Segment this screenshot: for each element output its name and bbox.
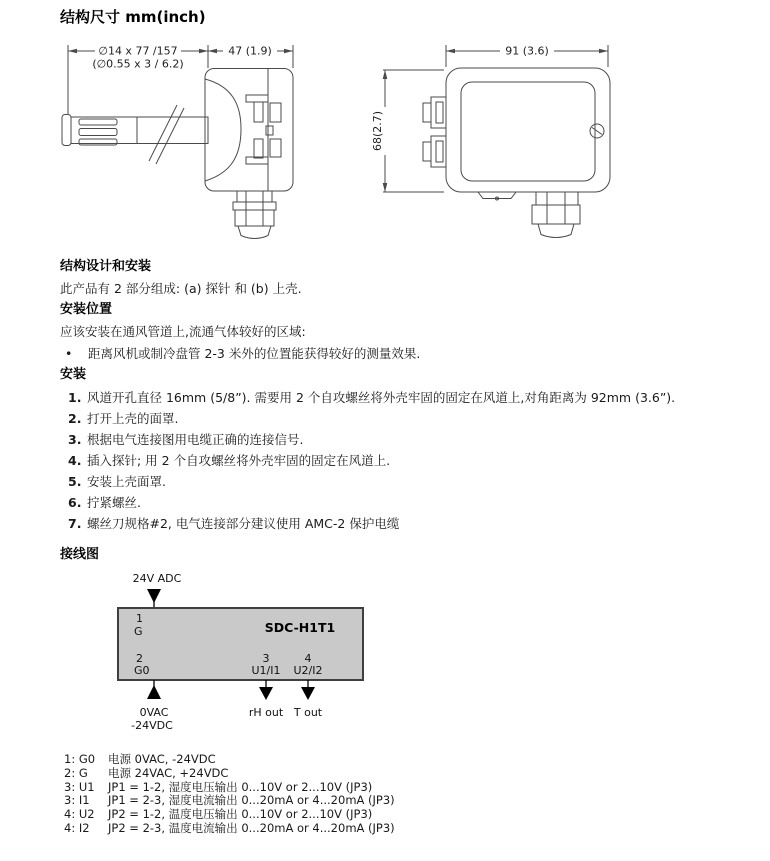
section-heading-wiring: 接线图 <box>60 547 100 562</box>
bottom-tab <box>478 192 516 200</box>
step-number: 5. <box>68 474 82 489</box>
housing-front-drawing <box>446 68 610 192</box>
terminal-code: 2: G <box>64 765 88 780</box>
terminal-row <box>64 781 395 795</box>
cable-gland-front <box>532 192 580 238</box>
location-bullet-item <box>60 344 722 363</box>
terminal-code: 4: I2 <box>64 820 90 835</box>
power-input-label: 24V ADC <box>132 572 182 585</box>
cable-gland-side <box>233 191 276 239</box>
step-text: 插入探针; 用 2 个自攻螺丝将外壳牢固的固定在风道上. <box>87 453 391 468</box>
location-intro: 应该安装在通风管道上,流通气体较好的区域: <box>60 324 306 339</box>
section-heading-location: 安装位置 <box>60 302 113 317</box>
terminal-desc: JP2 = 2-3, 温度电流输出 0...20mA or 4...20mA (JP3) <box>108 820 395 835</box>
probe-drawing <box>62 115 208 146</box>
terminal-row <box>64 794 395 808</box>
housing-depth-dim-label: 47 (1.9) <box>228 44 272 58</box>
cover-screw-icon <box>590 124 604 138</box>
install-steps-list <box>60 387 722 534</box>
terminal-code: 3: U1 <box>64 779 95 794</box>
terminal-row <box>64 822 395 836</box>
step-text: 安装上壳面罩. <box>87 474 166 489</box>
probe-dim-label: ∅14 x 77 /157 <box>98 44 178 58</box>
dim-arrow-icon <box>208 49 217 54</box>
power-input-arrow-icon <box>147 589 161 603</box>
power-output-label-line1: 0VAC <box>139 706 169 719</box>
design-section <box>60 258 722 534</box>
terminal-code: 1: G0 <box>64 752 96 766</box>
terminal-4-label: U2/I2 <box>293 664 323 677</box>
terminal-1-number: 1 <box>136 612 143 625</box>
power-return-arrow-icon <box>147 685 161 699</box>
terminal-row <box>64 753 395 767</box>
probe-dim-inch-label: (∅0.55 x 3 / 6.2) <box>92 57 184 71</box>
install-step <box>60 408 722 429</box>
install-step <box>60 513 722 534</box>
terminal-1-label: G <box>134 625 143 638</box>
terminal-2-number: 2 <box>136 652 143 665</box>
terminal-desc: JP1 = 1-2, 湿度电压输出 0...10V or 2...10V (JP3) <box>108 779 373 794</box>
terminal-code: 4: U2 <box>64 807 95 822</box>
terminal-2-label: G0 <box>134 664 150 677</box>
terminal-3-number: 3 <box>262 652 270 665</box>
dim-arrow-icon <box>383 70 388 79</box>
front-width-dim-label: 91 (3.6) <box>505 44 549 58</box>
step-text: 根据电气连接图用电缆正确的连接信号. <box>87 432 304 447</box>
design-intro: 此产品有 2 部分组成: (a) 探针 和 (b) 上壳. <box>60 281 302 296</box>
install-step <box>60 450 722 471</box>
power-output-label-line2: -24VDC <box>131 719 173 732</box>
terminal-row <box>64 808 395 822</box>
step-number: 6. <box>68 495 82 510</box>
bullet-dot-icon: • <box>65 346 73 361</box>
t-output-arrow-icon <box>301 687 315 700</box>
step-number: 7. <box>68 516 82 531</box>
page-title: 结构尺寸 mm(inch) <box>60 8 206 26</box>
step-number: 4. <box>68 453 82 468</box>
install-step <box>60 492 722 513</box>
install-step <box>60 387 722 408</box>
section-heading-install: 安装 <box>60 367 87 382</box>
terminal-table <box>64 753 395 836</box>
step-number: 2. <box>68 411 82 426</box>
rh-output-label: rH out <box>248 706 284 719</box>
install-step <box>60 471 722 492</box>
device-model-label: SDC-H1T1 <box>264 620 336 635</box>
location-bullet-text: 距离风机或制冷盘管 2-3 米外的位置能获得较好的测量效果. <box>88 346 421 361</box>
front-height-dim-label: 68(2.7) <box>371 110 384 152</box>
housing-side-drawing <box>205 69 293 192</box>
step-text: 拧紧螺丝. <box>87 495 141 510</box>
step-text: 打开上壳的面罩. <box>87 411 179 426</box>
dim-arrow-icon <box>68 49 77 54</box>
terminal-4-number: 4 <box>304 652 312 665</box>
section-heading-design: 结构设计和安装 <box>60 259 152 274</box>
wiring-diagram <box>0 560 770 740</box>
dim-arrow-icon <box>383 183 388 192</box>
dim-arrow-icon <box>284 49 293 54</box>
terminal-desc: 电源 0VAC, -24VDC <box>108 752 216 766</box>
install-step <box>60 429 722 450</box>
dim-arrow-icon <box>599 49 608 54</box>
step-text: 风道开孔直径 16mm (5/8”). 需要用 2 个自攻螺丝将外壳牢固的固定在风道上,对角距离为 92mm (3.6”). <box>87 390 676 405</box>
rh-output-arrow-icon <box>259 687 273 700</box>
terminal-desc: JP1 = 2-3, 湿度电流输出 0...20mA or 4...20mA (JP3) <box>108 793 395 808</box>
t-output-label: T out <box>293 706 323 719</box>
terminal-desc: 电源 24VAC, +24VDC <box>108 765 229 780</box>
dim-arrow-icon <box>446 49 455 54</box>
terminal-row <box>64 767 395 781</box>
hinge-top <box>423 97 446 128</box>
step-number: 3. <box>68 432 82 447</box>
dimension-drawings <box>0 0 770 250</box>
terminal-desc: JP2 = 1-2, 温度电压输出 0...10V or 2...10V (JP3) <box>108 807 373 822</box>
terminal-box <box>118 608 363 680</box>
terminal-3-label: U1/I1 <box>251 664 281 677</box>
side-view-drawing <box>62 45 293 239</box>
dim-arrow-icon <box>199 49 208 54</box>
terminal-code: 3: I1 <box>64 793 90 808</box>
step-text: 螺丝刀规格#2, 电气连接部分建议使用 AMC-2 保护电缆 <box>87 516 400 531</box>
front-view-drawing <box>371 45 610 238</box>
break-mark <box>149 105 184 164</box>
hinge-bottom <box>423 136 446 167</box>
step-number: 1. <box>68 390 82 405</box>
